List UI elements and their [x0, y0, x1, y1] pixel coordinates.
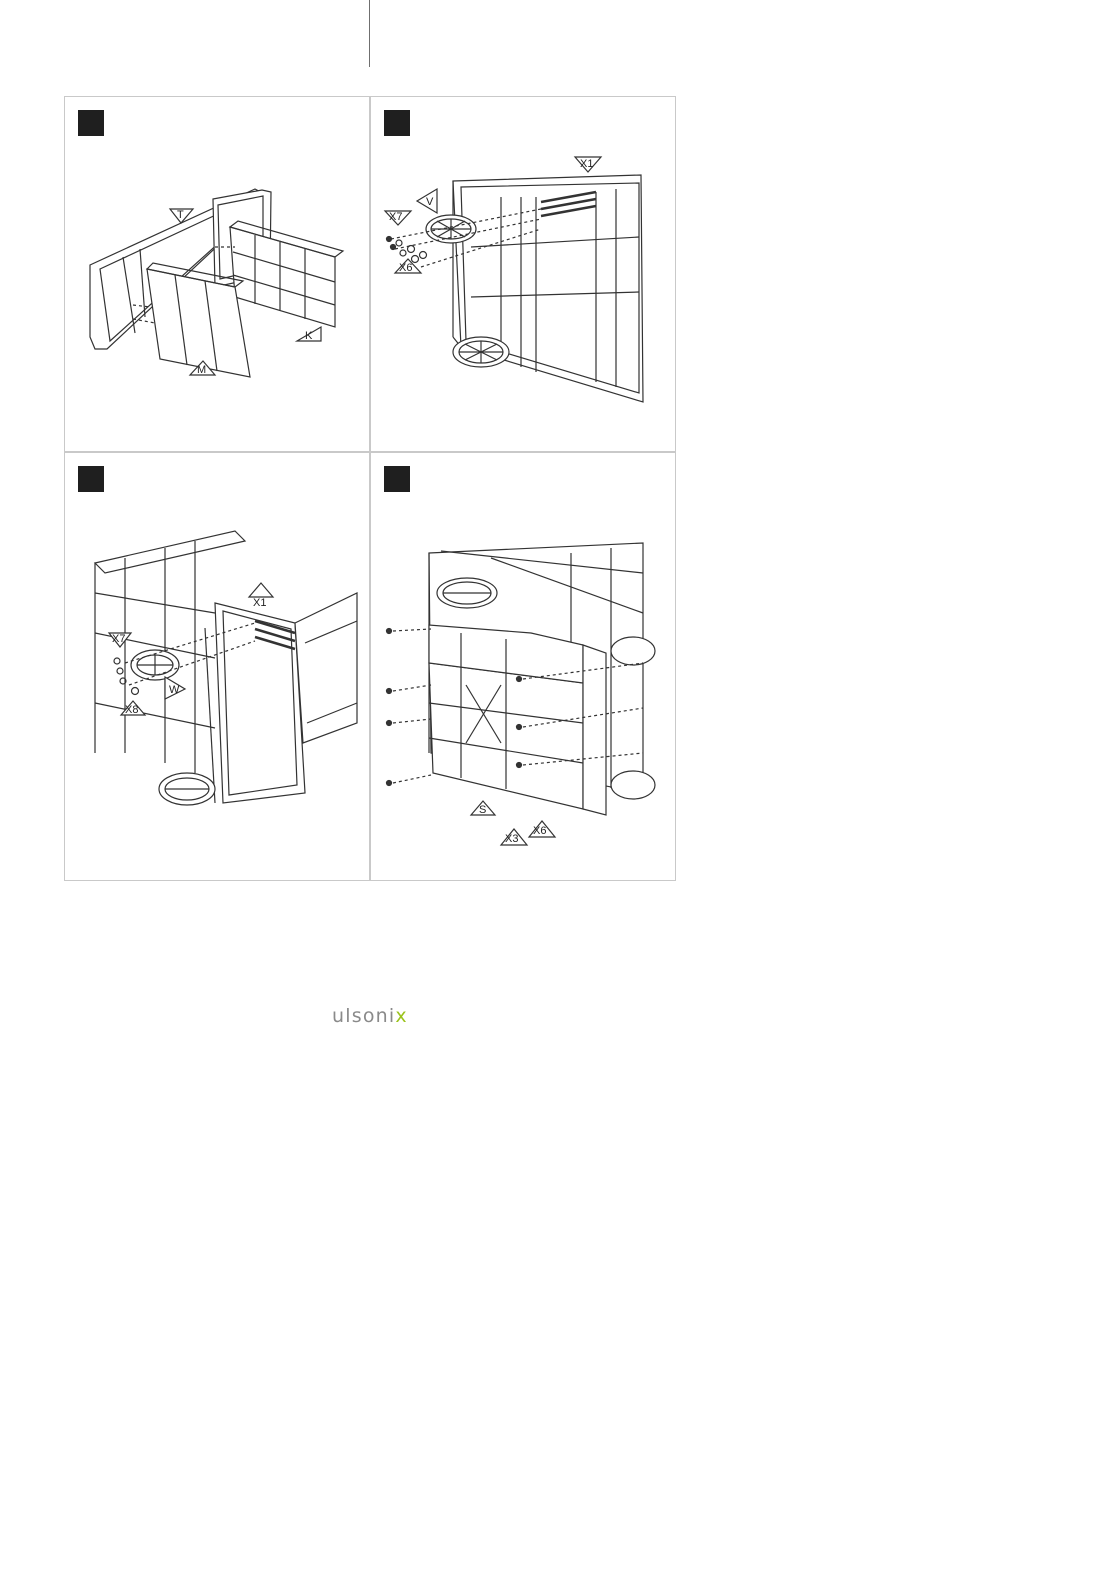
callout-T: T [177, 209, 184, 221]
callout-X1: X1 [253, 597, 267, 609]
top-divider-line [369, 0, 370, 67]
callout-X3: X3 [505, 833, 519, 845]
callout-X8: X8 [125, 704, 139, 716]
figure-3-drawing [65, 453, 369, 880]
callout-X1: X1 [580, 158, 594, 170]
callout-M: M [197, 364, 207, 376]
callout-X6: X6 [533, 825, 547, 837]
assembly-step-figure-1 [65, 97, 369, 451]
figure-2-drawing [371, 97, 675, 451]
assembly-step-figure-2 [371, 97, 675, 451]
brand-logo-accent: x [395, 1005, 408, 1027]
assembly-step-figure-3 [65, 453, 369, 880]
callout-K: K [305, 330, 313, 342]
assembly-step-figure-4 [371, 453, 675, 880]
figure-4-drawing [371, 453, 675, 880]
callout-V: V [426, 196, 434, 208]
brand-logo-main: ulsoni [332, 1005, 396, 1027]
brand-logo [332, 1005, 408, 1027]
figure-1-drawing [65, 97, 369, 451]
callout-X7: X7 [389, 211, 403, 223]
callout-X7: X7 [112, 633, 126, 645]
callout-S: S [479, 804, 487, 816]
callout-W: W [169, 684, 180, 696]
assembly-figure-grid [64, 96, 676, 881]
callout-X6: X6 [399, 262, 413, 274]
